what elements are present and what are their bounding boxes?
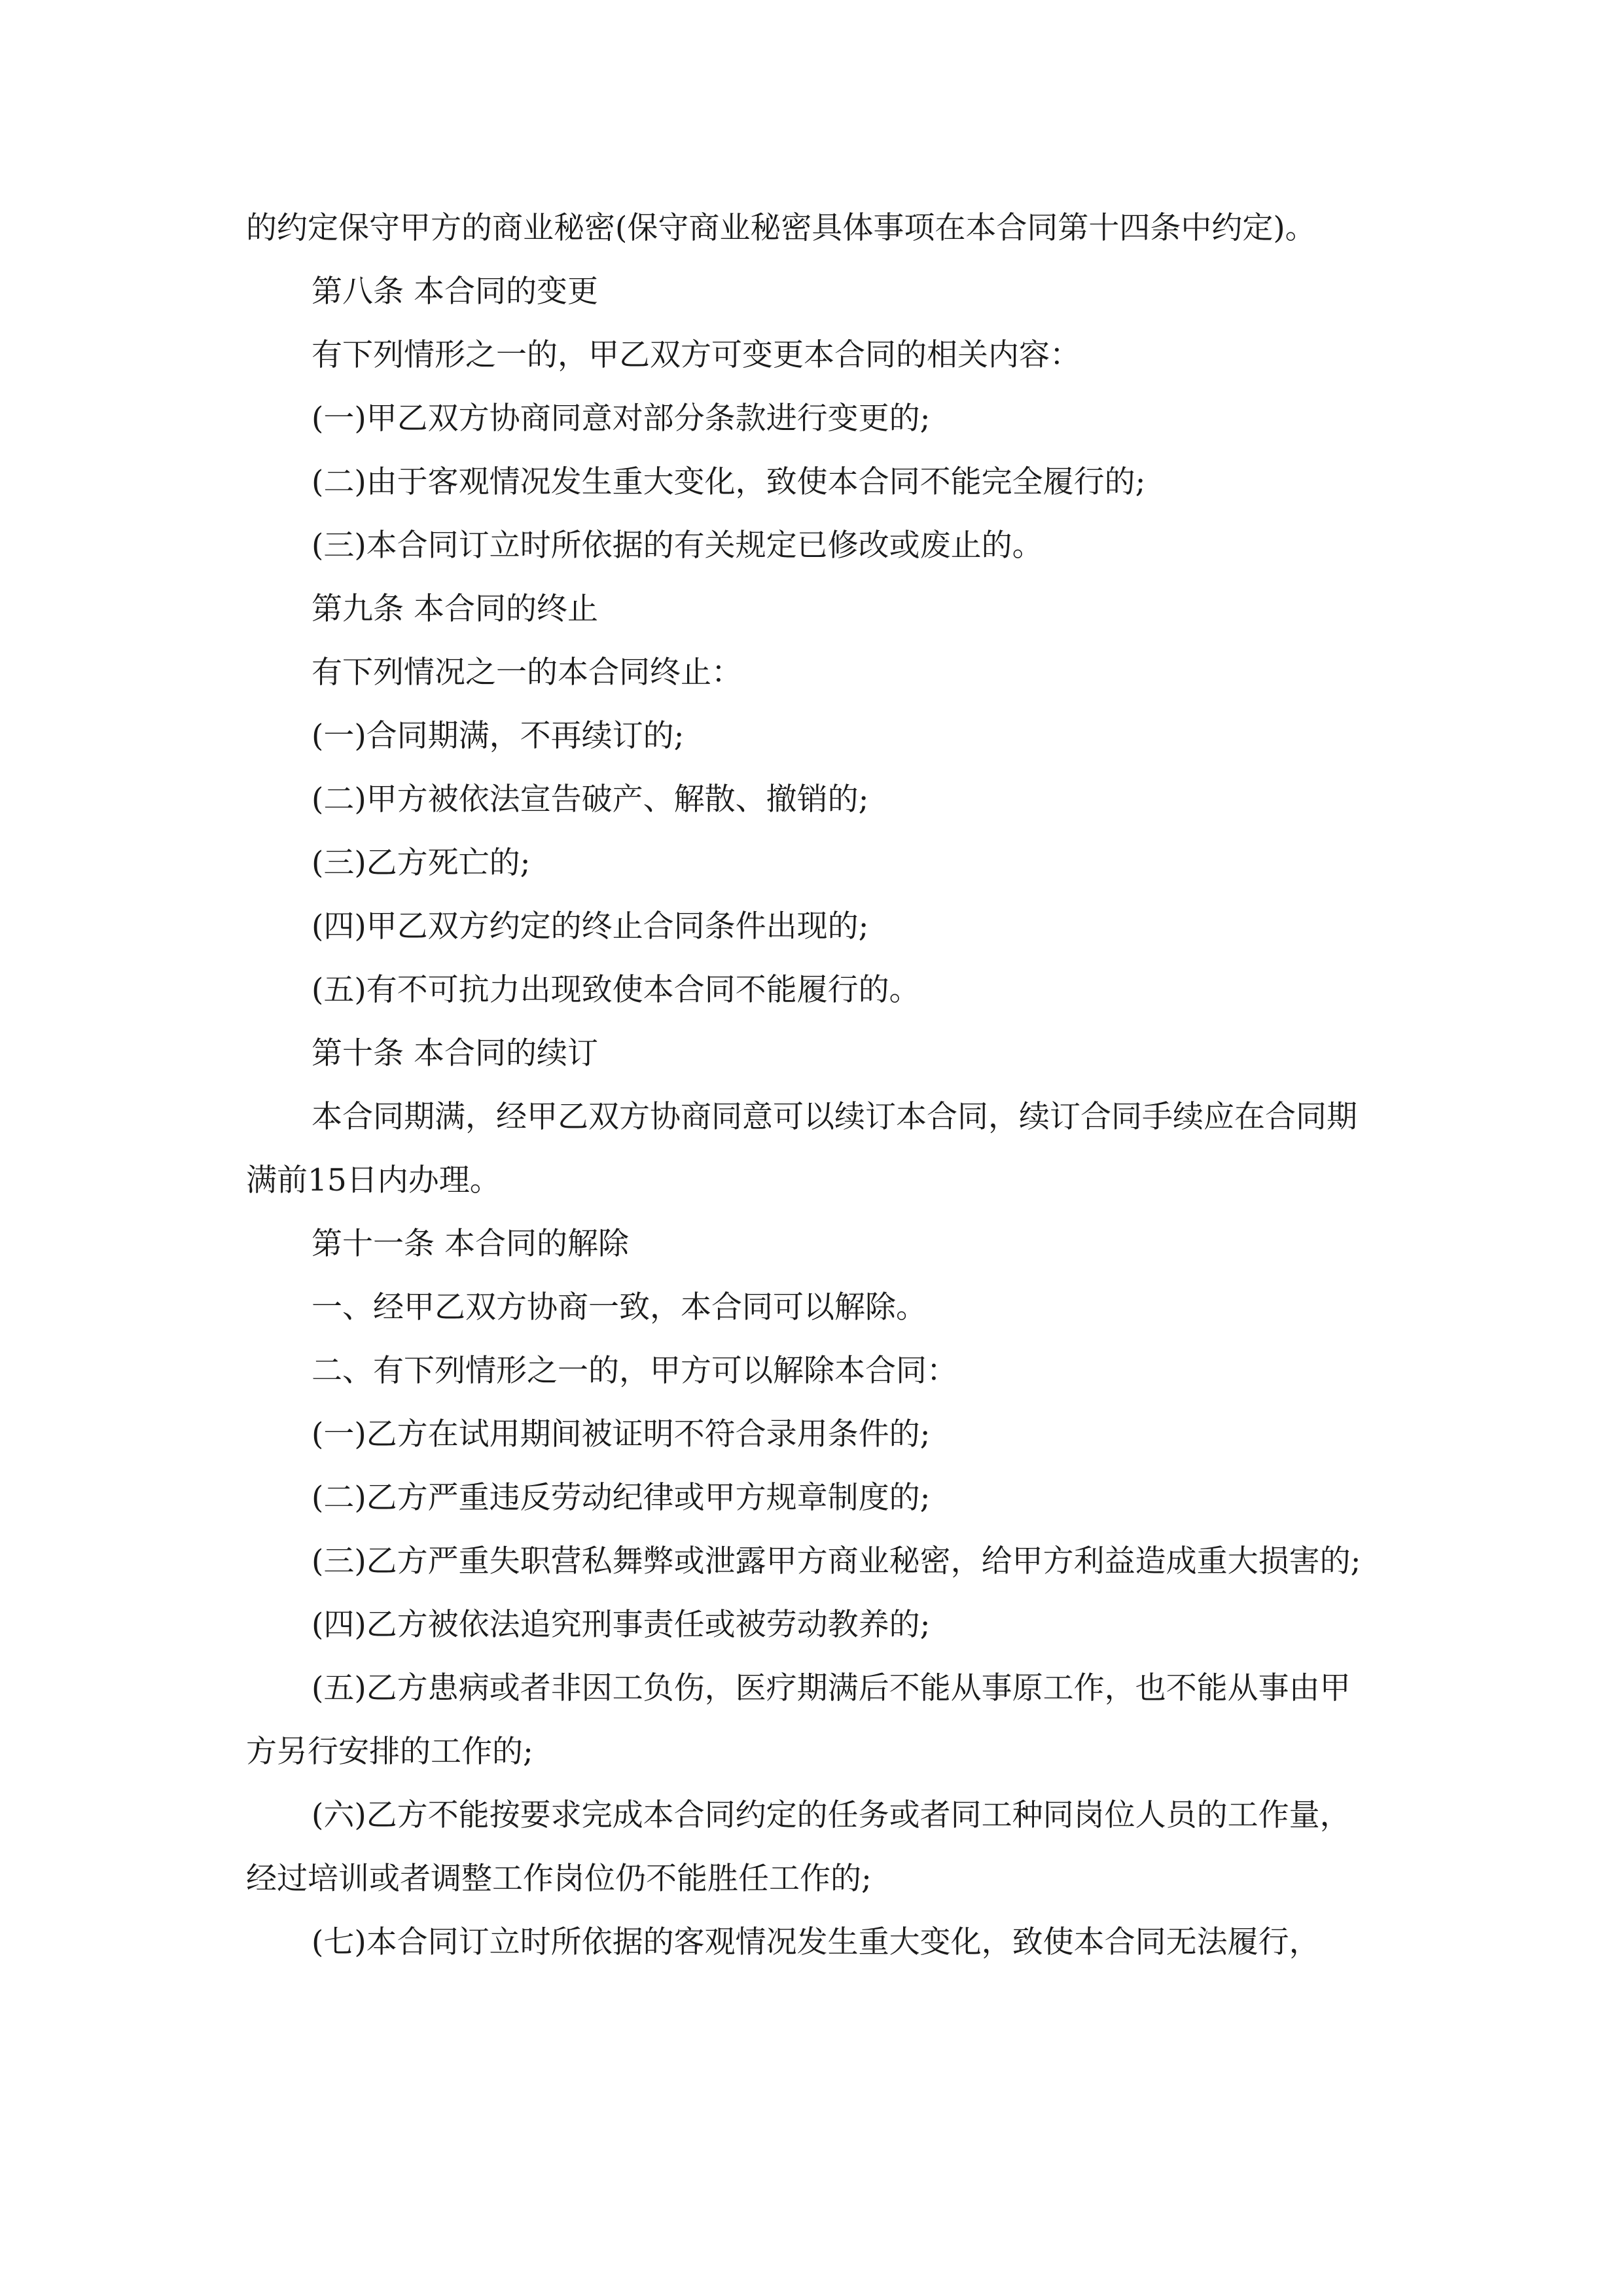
article-9-item-1: (一)合同期满，不再续订的; xyxy=(312,718,685,754)
article-9-item-4: (四)甲乙双方约定的终止合同条件出现的; xyxy=(312,908,869,944)
article-11-item-2: (二)乙方严重违反劳动纪律或甲方规章制度的; xyxy=(312,1480,931,1516)
article-11-item-1: (一)乙方在试用期间被证明不符合录用条件的; xyxy=(312,1416,931,1452)
article-10-heading: 第十条 本合同的续订 xyxy=(312,1035,598,1071)
article-11-item-5: (五)乙方患病或者非因工负伤，医疗期满后不能从事原工作，也不能从事由甲方另行安排的工作的; xyxy=(246,1670,1351,1770)
article-11-item-4: (四)乙方被依法追究刑事责任或被劳动教养的; xyxy=(312,1607,931,1643)
article-11-item-7: (七)本合同订立时所依据的客观情况发生重大变化，致使本合同无法履行， xyxy=(312,1924,1320,1960)
article-11-item-6: (六)乙方不能按要求完成本合同约定的任务或者同工种同岗位人员的工作量，经过培训或者调整工作岗位仍不能胜任工作的; xyxy=(246,1797,1351,1897)
article-9-heading: 第九条 本合同的终止 xyxy=(312,591,598,627)
article-9-item-5: (五)有不可抗力出现致使本合同不能履行的。 xyxy=(312,972,920,1008)
paragraph-continuation: 的约定保守甲方的商业秘密(保守商业秘密具体事项在本合同第十四条中约定)。 xyxy=(246,210,1316,246)
document-body xyxy=(246,196,1378,1974)
article-8-heading: 第八条 本合同的变更 xyxy=(312,274,598,310)
article-8-intro: 有下列情形之一的，甲乙双方可变更本合同的相关内容： xyxy=(312,337,1080,373)
article-11-section-1: 一、经甲乙双方协商一致，本合同可以解除。 xyxy=(312,1289,927,1325)
article-10-body: 本合同期满，经甲乙双方协商同意可以续订本合同，续订合同手续应在合同期满前15日内办理。 xyxy=(246,1099,1357,1198)
article-11-heading: 第十一条 本合同的解除 xyxy=(312,1226,629,1262)
article-11-item-3: (三)乙方严重失职营私舞弊或泄露甲方商业秘密，给甲方利益造成重大损害的; xyxy=(312,1543,1361,1579)
article-8-item-3: (三)本合同订立时所依据的有关规定已修改或废止的。 xyxy=(312,528,1043,564)
article-11-section-2: 二、有下列情形之一的，甲方可以解除本合同： xyxy=(312,1353,957,1389)
article-8-item-1: (一)甲乙双方协商同意对部分条款进行变更的; xyxy=(312,401,931,437)
article-9-item-3: (三)乙方死亡的; xyxy=(312,845,531,881)
article-9-item-2: (二)甲方被依法宣告破产、解散、撤销的; xyxy=(312,781,869,817)
article-8-item-2: (二)由于客观情况发生重大变化，致使本合同不能完全履行的; xyxy=(312,464,1146,500)
article-9-intro: 有下列情况之一的本合同终止： xyxy=(312,655,742,691)
